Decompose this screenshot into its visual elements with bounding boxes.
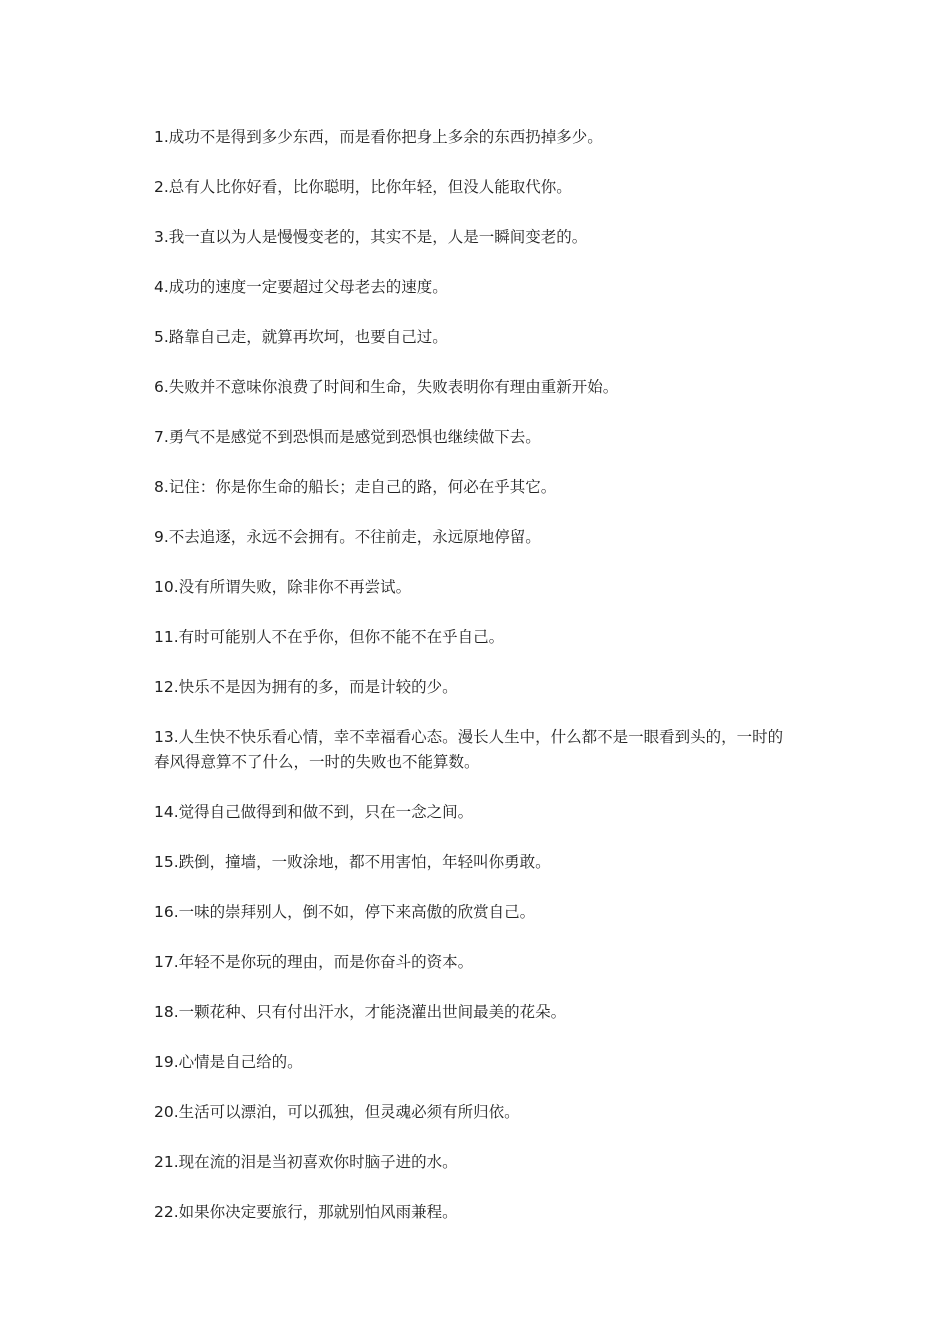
quote-item: 6.失败并不意味你浪费了时间和生命，失败表明你有理由重新开始。 xyxy=(154,378,619,396)
quote-item: 11.有时可能别人不在乎你，但你不能不在乎自己。 xyxy=(154,628,505,646)
quote-item: 22.如果你决定要旅行，那就别怕风雨兼程。 xyxy=(154,1203,458,1221)
quote-item: 13.人生快不快乐看心情，幸不幸福看心态。漫长人生中，什么都不是一眼看到头的，一时的春风得意算不了什么，一时的失败也不能算数。 xyxy=(154,728,784,771)
quote-item: 19.心情是自己给的。 xyxy=(154,1053,303,1071)
quote-item: 4.成功的速度一定要超过父母老去的速度。 xyxy=(154,278,448,296)
quote-item: 21.现在流的泪是当初喜欢你时脑子进的水。 xyxy=(154,1153,458,1171)
quote-item: 7.勇气不是感觉不到恐惧而是感觉到恐惧也继续做下去。 xyxy=(154,428,541,446)
quote-item: 8.记住：你是你生命的船长；走自己的路，何必在乎其它。 xyxy=(154,478,557,496)
quote-item: 16.一味的崇拜别人，倒不如，停下来高傲的欣赏自己。 xyxy=(154,903,536,921)
quote-item: 2.总有人比你好看，比你聪明，比你年轻，但没人能取代你。 xyxy=(154,178,572,196)
quote-item: 10.没有所谓失败，除非你不再尝试。 xyxy=(154,578,412,596)
quote-item: 15.跌倒，撞墙，一败涂地，都不用害怕，年轻叫你勇敢。 xyxy=(154,853,551,871)
quote-item: 9.不去追逐，永远不会拥有。不往前走，永远原地停留。 xyxy=(154,528,541,546)
quote-item: 18.一颗花种、只有付出汗水，才能浇灌出世间最美的花朵。 xyxy=(154,1003,567,1021)
quote-item: 5.路靠自己走，就算再坎坷，也要自己过。 xyxy=(154,328,448,346)
quote-item: 3.我一直以为人是慢慢变老的，其实不是，人是一瞬间变老的。 xyxy=(154,228,588,246)
quote-item: 14.觉得自己做得到和做不到，只在一念之间。 xyxy=(154,803,474,821)
quote-item: 17.年轻不是你玩的理由，而是你奋斗的资本。 xyxy=(154,953,474,971)
quote-list xyxy=(154,125,794,1250)
quote-item: 1.成功不是得到多少东西，而是看你把身上多余的东西扔掉多少。 xyxy=(154,128,603,146)
quote-item: 20.生活可以漂泊，可以孤独，但灵魂必须有所归依。 xyxy=(154,1103,520,1121)
quote-item: 12.快乐不是因为拥有的多，而是计较的少。 xyxy=(154,678,458,696)
